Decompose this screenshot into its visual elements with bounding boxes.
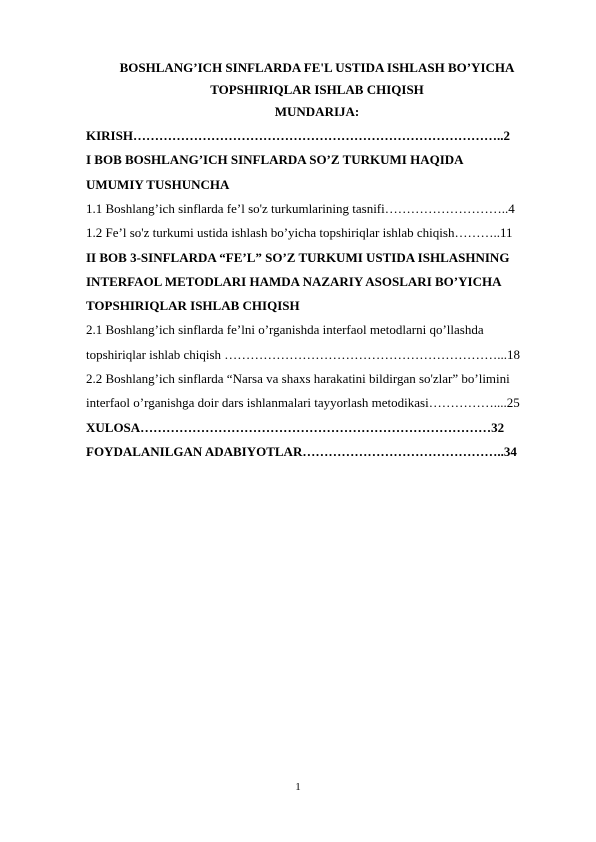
document-title-line-1: BOSHLANG’ICH SINFLARDA FE'L USTIDA ISHLASH BO’YICHA — [119, 60, 515, 75]
toc-entry-xulosa: XULOSA………………………………………………………………………32 — [86, 420, 505, 435]
toc-entry-bibliography: FOYDALANILGAN ADABIYOTLAR………………………………………..34 — [86, 444, 517, 459]
toc-entry-1-1: 1.1 Boshlang’ich sinflarda fe’l so'z turkumlarining tasnifi………………………..4 — [86, 201, 515, 216]
toc-entry-1-2: 1.2 Fe’l so'z turkumi ustida ishlash bo’yicha topshiriqlar ishlab chiqish………..11 — [86, 225, 513, 240]
toc-entry-2-1-line-1: 2.1 Boshlang’ich sinflarda fe’lni o’rganishda interfaol metodlarni qo’llashda — [86, 322, 484, 337]
contents-heading: MUNDARIJA: — [274, 104, 360, 119]
toc-entry-kirish: KIRISH…………………………………………………………………………..2 — [86, 128, 510, 143]
page-number: 1 — [295, 781, 301, 793]
toc-entry-2-2-line-2: interfaol o’rganishga doir dars ishlanmalari tayyorlash metodikasi……………....25 — [86, 395, 520, 410]
document-title-line-2: TOPSHIRIQLAR ISHLAB CHIQISH — [210, 82, 424, 97]
toc-entry-chapter-1-line-1: I BOB BOSHLANG’ICH SINFLARDA SO’Z TURKUMI HAQIDA — [86, 152, 464, 167]
toc-entry-2-1-line-2: topshiriqlar ishlab chiqish ………………………………………………………...18 — [86, 347, 521, 362]
toc-entry-chapter-2-line-1: II BOB 3-SINFLARDA “FE’L” SO’Z TURKUMI USTIDA ISHLASHNING — [86, 250, 510, 265]
toc-entry-2-2-line-1: 2.2 Boshlang’ich sinflarda “Narsa va shaxs harakatini bildirgan so'zlar” bo’limini — [86, 371, 510, 386]
toc-entry-chapter-2-line-2: INTERFAOL METODLARI HAMDA NAZARIY ASOSLARI BO’YICHA — [86, 274, 502, 289]
toc-entry-chapter-2-line-3: TOPSHIRIQLAR ISHLAB CHIQISH — [86, 298, 300, 313]
toc-entry-chapter-1-line-2: UMUMIY TUSHUNCHA — [86, 177, 230, 192]
